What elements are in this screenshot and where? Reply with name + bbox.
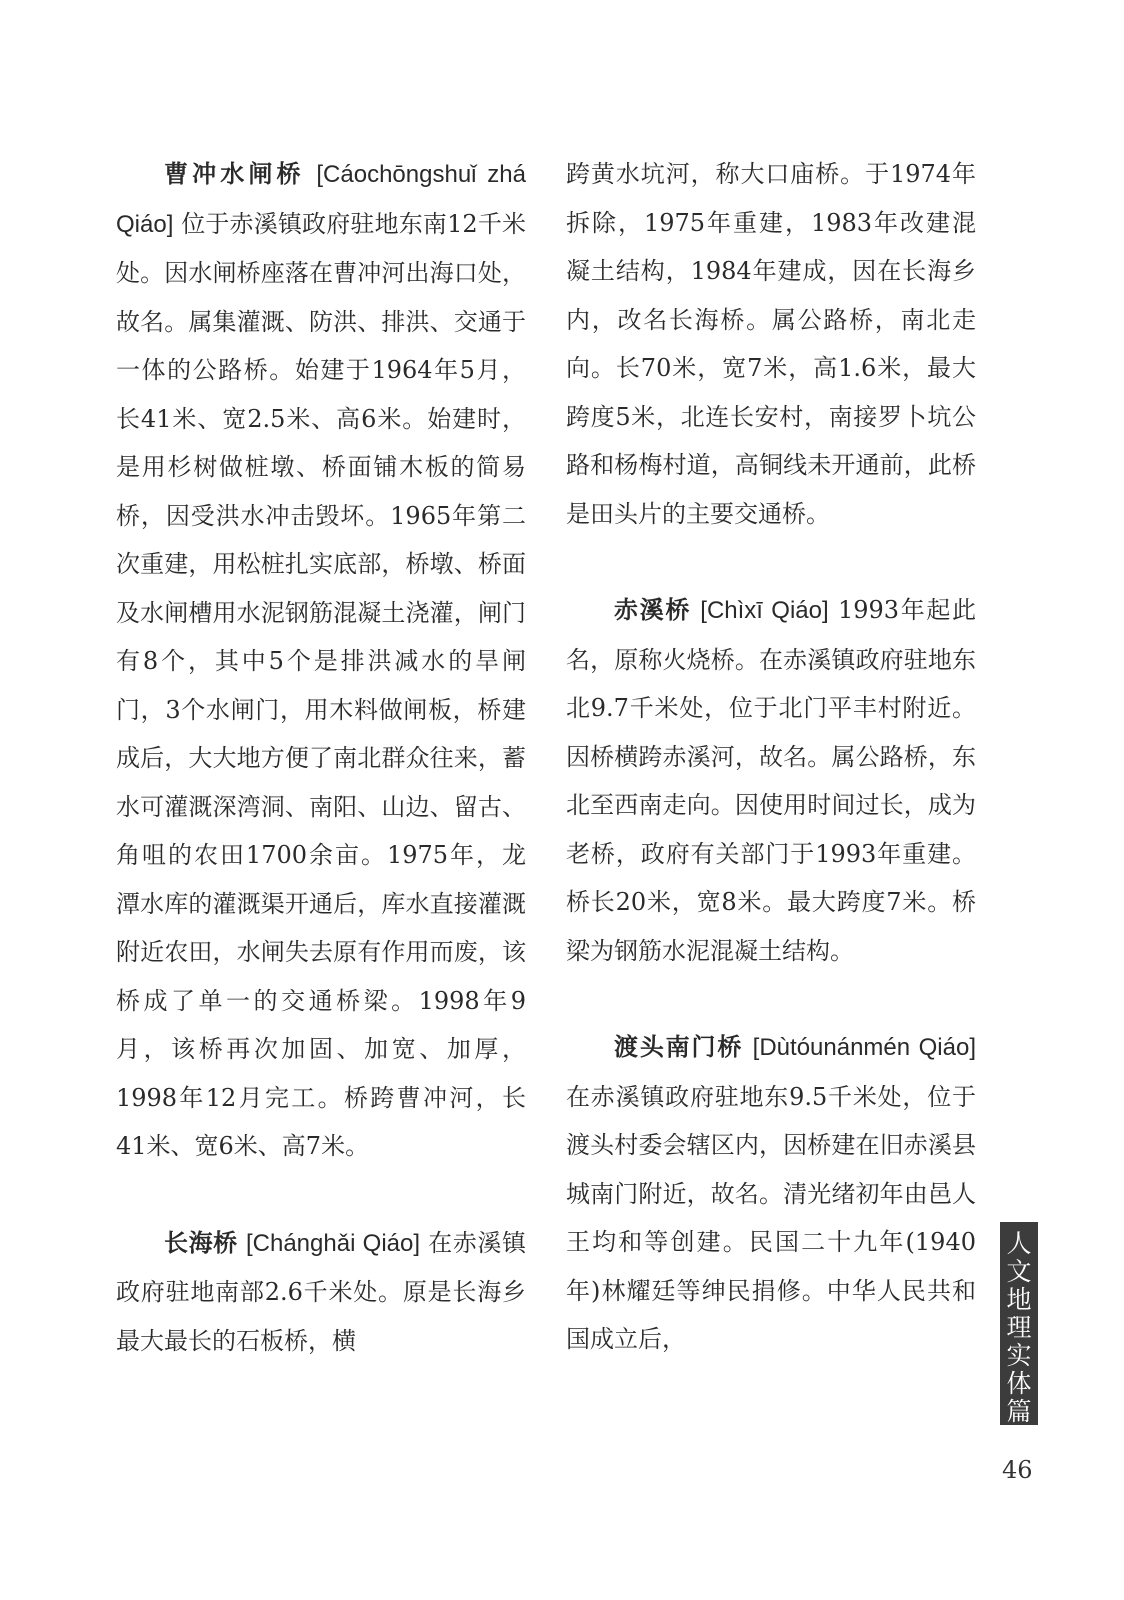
entry-term: 赤溪桥 xyxy=(614,595,691,624)
entry-continuation: 跨黄水坑河，称大口庙桥。于1974年拆除，1975年重建，1983年改建混凝土结构，1984年建成，因在长海乡内，改名长海桥。属公路桥，南北走向。长70米，宽7米，高1.6米，最大跨度5米，北连长安村，南接罗卜坑公路和杨梅村道，高铜线未开通前，此桥是田头片的主要交通桥。 xyxy=(566,160,976,528)
entry-paragraph xyxy=(566,1023,976,1364)
entry-pinyin: [Chìxī Qiáo] xyxy=(700,597,829,624)
entry-caochong-sluice-bridge xyxy=(116,150,526,1171)
right-column xyxy=(566,150,976,1364)
entry-term: 渡头南门桥 xyxy=(614,1032,744,1061)
entry-term: 长海桥 xyxy=(164,1227,238,1257)
entry-pinyin: [Chánghǎi Qiáo] xyxy=(245,1229,421,1257)
entry-paragraph xyxy=(116,1219,526,1366)
entry-pinyin: [Dùtóunánmén Qiáo] xyxy=(752,1034,976,1061)
left-column xyxy=(116,150,526,1365)
entry-text: 在赤溪镇政府驻地东9.5千米处，位于渡头村委会辖区内，因桥建在旧赤溪县城南门附近，故名。清光绪初年由邑人王均和等创建。民国二十九年(1940年)林耀廷等绅民捐修。中华人民共和国成立后， xyxy=(566,1082,976,1353)
entry-text: 1993年起此名，原称火烧桥。在赤溪镇政府驻地东北9.7千米处，位于北门平丰村附近。因桥横跨赤溪河，故名。属公路桥，东北至西南走向。因使用时间过长，成为老桥，政府有关部门于1993年重建。桥长20米，宽8米。最大跨度7米。桥梁为钢筋水泥混凝土结构。 xyxy=(566,596,977,965)
entry-pinyin: [Cáochōngshuǐ zhá Qiáo] xyxy=(116,161,526,238)
section-tab: 人文地理实体篇 xyxy=(1000,1222,1038,1425)
page-number: 46 xyxy=(1002,1456,1033,1484)
entry-changhai-bridge-continued xyxy=(566,150,976,538)
entry-term: 曹冲水闸桥 xyxy=(164,159,305,188)
entry-chixi-bridge xyxy=(566,586,976,975)
entry-dutou-nanmen-bridge xyxy=(566,1023,976,1364)
entry-changhai-bridge xyxy=(116,1219,526,1366)
entry-paragraph xyxy=(116,150,526,1171)
entry-text: 位于赤溪镇政府驻地东南12千米处。因水闸桥座落在曹冲河出海口处，故名。属集灌溉、防洪、排洪、交通于一体的公路桥。始建于1964年5月，长41米、宽2.5米、高6米。始建时，是用杉树做桩墩、桥面铺木板的简易桥，因受洪水冲击毁坏。1965年第二次重建，用松桩扎实底部，桥墩、桥面及水闸槽用水泥钢筋混凝土浇灌，闸门有8个，其中5个是排洪减水的旱闸门，3个水闸门，用木料做闸板，桥建成后，大大地方便了南北群众往来，蓄水可灌溉深湾洞、南阳、山边、留古、角咀的农田1700余亩。1975年，龙潭水库的灌溉渠开通后，库水直接灌溉附近农田，水闸失去原有作用而废，该桥成了单一的交通桥梁。1998年9月，该桥再次加固、加宽、加厚，1998年12月完工。桥跨曹冲河，长41米、宽6米、高7米。 xyxy=(116,209,526,1160)
entry-paragraph xyxy=(566,586,976,975)
entry-text: 在赤溪镇政府驻地南部2.6千米处。原是长海乡最大最长的石板桥，横 xyxy=(116,1228,527,1355)
